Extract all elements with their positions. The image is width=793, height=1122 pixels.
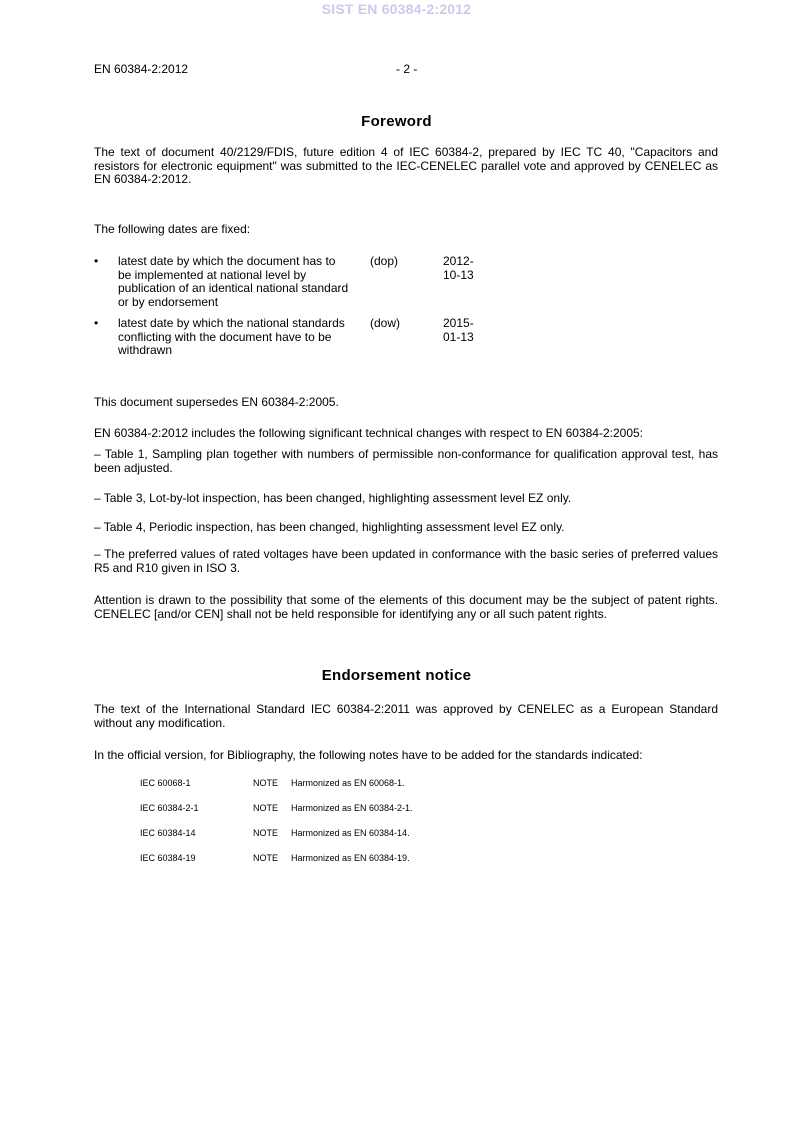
- note-standard: IEC 60384-19: [140, 853, 196, 863]
- foreword-heading: Foreword: [361, 113, 432, 130]
- note-label: NOTE: [253, 853, 279, 863]
- date-item-value: 2012-10-13: [443, 254, 474, 282]
- date-item-text: latest date by which the national standards conflicting with the document have to be withdrawn: [118, 316, 345, 357]
- watermark: SIST EN 60384-2:2012: [321, 1, 472, 17]
- note-text: Harmonized as EN 60384-19.: [291, 853, 410, 863]
- note-text: Harmonized as EN 60068-1.: [291, 778, 405, 788]
- bullet-mark: •: [94, 254, 99, 268]
- dates-intro: The following dates are fixed:: [94, 222, 251, 236]
- date-item-value: 2015-01-13: [443, 316, 474, 344]
- change-item: – Table 3, Lot-by-lot inspection, has been changed, highlighting assessment level EZ only.: [94, 491, 572, 505]
- supersedes-text: This document supersedes EN 60384-2:2005.: [94, 395, 339, 409]
- note-standard: IEC 60384-2-1: [140, 803, 199, 813]
- note-label: NOTE: [253, 828, 279, 838]
- endorsement-heading: Endorsement notice: [321, 667, 472, 684]
- date-item-code: (dop): [370, 254, 399, 268]
- header-doc-id: EN 60384-2:2012: [94, 62, 189, 76]
- header-page-number: - 2 -: [396, 62, 418, 76]
- change-item: – The preferred values of rated voltages have been updated in conformance with the basic series of preferred values R5 and R10 given in ISO 3.: [94, 547, 718, 575]
- change-item: – Table 4, Periodic inspection, has been changed, highlighting assessment level EZ only.: [94, 520, 565, 534]
- note-text: Harmonized as EN 60384-2-1.: [291, 803, 413, 813]
- note-label: NOTE: [253, 803, 279, 813]
- date-item-text: latest date by which the document has to be implemented at national level by publication of an identical national standard or by endorsement: [118, 254, 349, 309]
- foreword-intro: The text of document 40/2129/FDIS, future edition 4 of IEC 60384-2, prepared by IEC TC 40, "Capacitors and resistors for electronic equipment" was submitted to the IEC-CENELEC parallel vote and approved by CENELEC as EN 60384-2:2012.: [94, 145, 718, 186]
- note-standard: IEC 60068-1: [140, 778, 191, 788]
- endorsement-text: The text of the International Standard IEC 60384-2:2011 was approved by CENELEC as a European Standard without any modification.: [94, 702, 718, 730]
- change-item: – Table 1, Sampling plan together with numbers of permissible non-conformance for qualification approval test, has been adjusted.: [94, 447, 718, 475]
- bullet-mark: •: [94, 316, 99, 330]
- note-standard: IEC 60384-14: [140, 828, 196, 838]
- bibliography-intro: In the official version, for Bibliography, the following notes have to be added for the standards indicated:: [94, 748, 643, 762]
- date-item-code: (dow): [370, 316, 401, 330]
- patent-attention-text: Attention is drawn to the possibility that some of the elements of this document may be the subject of patent rights. CENELEC [and/or CEN] shall not be held responsible for identifying any or all such patent rights.: [94, 593, 718, 621]
- note-label: NOTE: [253, 778, 279, 788]
- note-text: Harmonized as EN 60384-14.: [291, 828, 410, 838]
- changes-intro: EN 60384-2:2012 includes the following significant technical changes with respect to EN 60384-2:2005:: [94, 426, 644, 440]
